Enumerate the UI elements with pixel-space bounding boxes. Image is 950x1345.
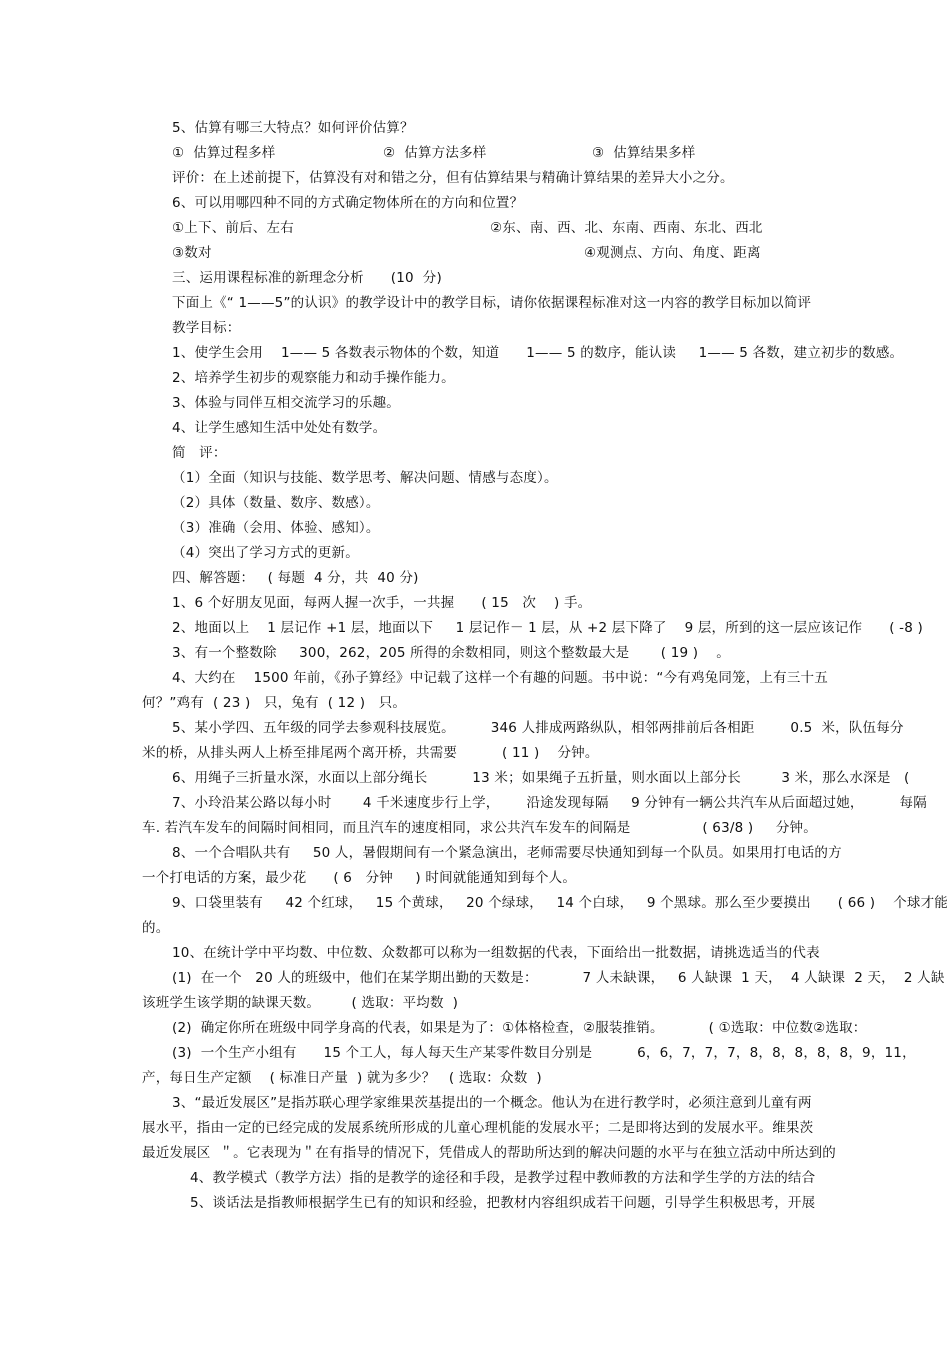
teaching-goal-3: 3、体验与同伴互相交流学习的乐趣。 <box>172 395 400 411</box>
problem-10-part-1-line-1: (1) 在一个 20 人的班级中，他们在某学期出勤的天数是： 7 人未缺课， 6 人缺课 1 天， 4 人缺课 2 天， 2 人缺 <box>172 970 945 986</box>
direction-method-4: ④观测点、方向、角度、距离 <box>584 245 761 261</box>
problem-10-part-2: (2) 确定你所在班级中同学身高的代表，如果是为了：①体格检查，②服装推销。 ( ①选取：中位数②选取： <box>172 1020 867 1036</box>
problem-8-line-1: 8、一个合唱队共有 50 人，暑假期间有一个紧急演出，老师需要尽快通知到每一个队员。如果用打电话的方 <box>172 845 842 861</box>
discussion-method-definition: 5、谈话法是指教师根据学生已有的知识和经验，把教材内容组织成若干问题，引导学生积极思考，开展 <box>190 1195 816 1211</box>
problem-10-intro: 10、在统计学中平均数、中位数、众数都可以称为一组数据的代表，下面给出一批数据，请挑选适当的代表 <box>172 945 820 961</box>
teaching-model-definition: 4、教学模式（教学方法）指的是教学的途径和手段，是教学过程中教师教的方法和学生学的方法的结合 <box>190 1170 816 1186</box>
problem-6: 6、用绳子三折量水深，水面以上部分绳长 13 米；如果绳子五折量，则水面以上部分长 3 米，那么水深是 ( <box>172 770 910 786</box>
problem-1: 1、6 个好朋友见面，每两人握一次手，一共握 ( 15 次 ) 手。 <box>172 595 592 611</box>
estimate-evaluation: 评价：在上述前提下，估算没有对和错之分，但有估算结果与精确计算结果的差异大小之分。 <box>172 170 734 186</box>
problem-9-line-2: 的。 <box>142 920 170 936</box>
problem-9-line-1: 9、口袋里装有 42 个红球， 15 个黄球， 20 个绿球， 14 个白球， 9 个黑球。那么至少要摸出 ( 66 ) 个球才能 <box>172 895 949 911</box>
review-point-1: （1）全面（知识与技能、数学思考、解决问题、情感与态度）。 <box>172 470 558 486</box>
problem-4-line-2: 何？”鸡有 ( 23 ) 只，兔有 ( 12 ) 只。 <box>142 695 407 711</box>
teaching-goal-4: 4、让学生感知生活中处处有数学。 <box>172 420 387 436</box>
teaching-goal-2: 2、培养学生初步的观察能力和动手操作能力。 <box>172 370 455 386</box>
question-6-title: 6、可以用哪四种不同的方式确定物体所在的方向和位置？ <box>172 195 524 211</box>
brief-review-label: 简 评： <box>172 445 227 461</box>
teaching-goals-label: 教学目标： <box>172 320 241 336</box>
problem-4-line-1: 4、大约在 1500 年前，《孙子算经》中记载了这样一个有趣的问题。书中说：“今有鸡兔同笼，上有三十五 <box>172 670 828 686</box>
section-3-heading: 三、运用课程标准的新理念分析 (10 分) <box>172 270 442 286</box>
problem-10-part-3-line-2: 产，每日生产定额 ( 标准日产量 ) 就为多少？ ( 选取：众数 ) <box>142 1070 542 1086</box>
section-4-heading: 四、解答题： ( 每题 4 分，共 40 分) <box>172 570 419 586</box>
problem-2: 2、地面以上 1 层记作 +1 层，地面以下 1 层记作－ 1 层，从 +2 层下降了 9 层，所到的这一层应该记作 ( -8 ) <box>172 620 923 636</box>
problem-5-line-2: 米的桥，从排头两人上桥至排尾两个离开桥，共需要 ( 11 ) 分钟。 <box>142 745 599 761</box>
problem-10-part-3-line-1: (3) 一个生产小组有 15 个工人，每人每天生产某零件数目分别是 6，6，7，7，7，8，8，8，8，8，9，11， <box>172 1045 916 1061</box>
problem-7-line-1: 7、小玲沿某公路以每小时 4 千米速度步行上学， 沿途发现每隔 9 分钟有一辆公共汽车从后面超过她， 每隔 <box>172 795 927 811</box>
problem-3: 3、有一个整数除 300，262，205 所得的余数相同，则这个整数最大是 ( 19 ) 。 <box>172 645 730 661</box>
section-3-intro: 下面上《“ 1——5”的认识》的教学设计中的教学目标，请你依据课程标准对这一内容的教学目标加以简评 <box>172 295 812 311</box>
review-point-4: （4）突出了学习方式的更新。 <box>172 545 359 561</box>
problem-5-line-1: 5、某小学四、五年级的同学去参观科技展览。 346 人排成两路纵队，相邻两排前后各相距 0.5 米，队伍每分 <box>172 720 904 736</box>
estimate-feature-3: ③ 估算结果多样 <box>592 145 696 161</box>
direction-method-1: ①上下、前后、左右 <box>172 220 294 236</box>
estimate-feature-1: ① 估算过程多样 <box>172 145 276 161</box>
teaching-goal-1: 1、使学生会用 1—— 5 各数表示物体的个数，知道 1—— 5 的数序，能认读 1—— 5 各数，建立初步的数感。 <box>172 345 904 361</box>
review-point-3: （3）准确（会用、体验、感知）。 <box>172 520 380 536</box>
estimate-feature-2: ② 估算方法多样 <box>383 145 487 161</box>
zpd-line-2: 展水平，指由一定的已经完成的发展系统所形成的儿童心理机能的发展水平；二是即将达到的发展水平。维果茨 <box>142 1120 814 1136</box>
direction-method-2: ②东、南、西、北、东南、西南、东北、西北 <box>490 220 763 236</box>
problem-10-part-1-line-2: 该班学生该学期的缺课天数。 ( 选取：平均数 ) <box>142 995 459 1011</box>
review-point-2: （2）具体（数量、数序、数感）。 <box>172 495 380 511</box>
question-5-title: 5、估算有哪三大特点？如何评价估算？ <box>172 120 414 136</box>
problem-7-line-2: 车. 若汽车发车的间隔时间相同，而且汽车的速度相同，求公共汽车发车的间隔是 ( 63/8 ) 分钟。 <box>142 820 817 836</box>
zpd-line-3: 最近发展区 ＂。它表现为＂在有指导的情况下，凭借成人的帮助所达到的解决问题的水平与在独立活动中所达到的 <box>142 1145 836 1161</box>
problem-8-line-2: 一个打电话的方案，最少花 ( 6 分钟 ) 时间就能通知到每个人。 <box>142 870 577 886</box>
zpd-line-1: 3、“最近发展区”是指苏联心理学家维果茨基提出的一个概念。他认为在进行教学时，必须注意到儿童有两 <box>172 1095 812 1111</box>
direction-method-3: ③数对 <box>172 245 212 261</box>
